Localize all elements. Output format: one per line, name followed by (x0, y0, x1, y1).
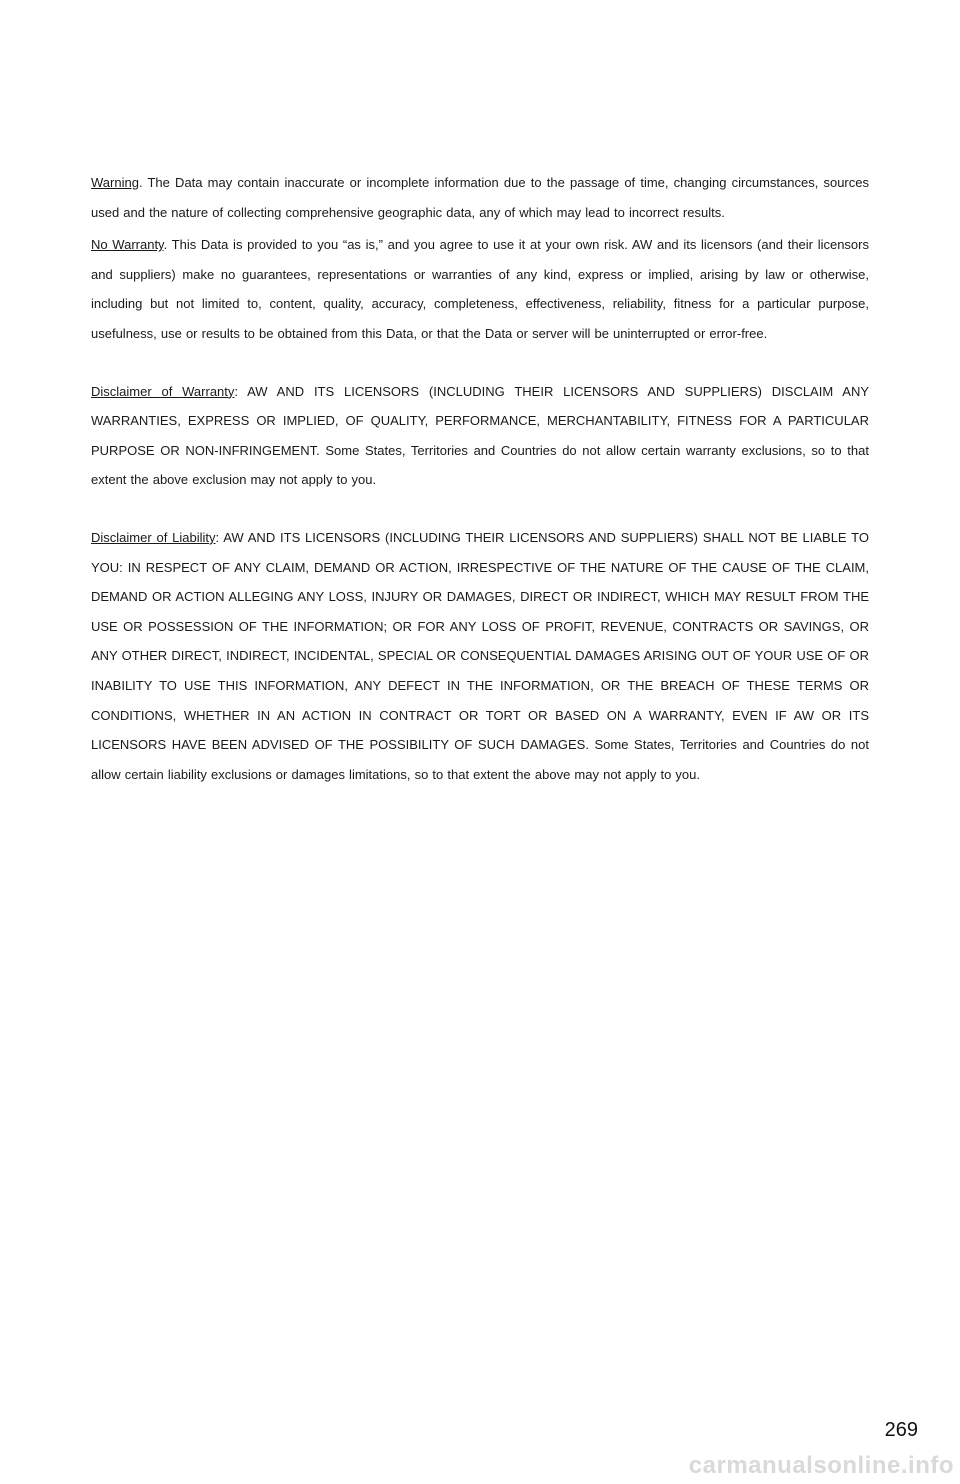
no-warranty-heading: No Warranty (91, 237, 164, 253)
disclaimer-liability-heading: Disclaimer of Liability (91, 529, 216, 545)
warning-text: . The Data may contain inaccurate or incomplete information due to the passage of time, changing circumstances, sources used and the nature of collecting comprehensive geographic data, any of which may lead to incorrect results. (91, 175, 869, 220)
page-number: 269 (884, 1419, 918, 1441)
no-warranty-paragraph (91, 230, 869, 348)
warning-paragraph (91, 168, 869, 227)
disclaimer-warranty-text: : AW AND ITS LICENSORS (INCLUDING THEIR LICENSORS AND SUPPLIERS) DISCLAIM ANY WARRANTIES, EXPRESS OR IMPLIED, OF QUALITY, PERFORMANCE, MERCHANTABILITY, FITNESS FOR A PARTICULAR PURPOSE OR NON-INFRINGEMENT. Some States, Territories and Countries do not allow certain warranty exclusions, so to that extent the above exclusion may not apply to you. (91, 383, 869, 488)
disclaimer-liability-paragraph (91, 523, 869, 789)
disclaimer-warranty-heading: Disclaimer of Warranty (91, 383, 235, 399)
disclaimer-liability-text: : AW AND ITS LICENSORS (INCLUDING THEIR LICENSORS AND SUPPLIERS) SHALL NOT BE LIABLE TO YOU: IN RESPECT OF ANY CLAIM, DEMAND OR ACTION, IRRESPECTIVE OF THE NATURE OF THE CAUSE OF THE CLAIM, DEMAND OR ACTION ALLEGING ANY LOSS, INJURY OR DAMAGES, DIRECT OR INDIRECT, WHICH MAY RESULT FROM THE USE OR POSSESSION OF THE INFORMATION; OR FOR ANY LOSS OF PROFIT, REVENUE, CONTRACTS OR SAVINGS, OR ANY OTHER DIRECT, INDIRECT, INCIDENTAL, SPECIAL OR CONSEQUENTIAL DAMAGES ARISING OUT OF YOUR USE OF OR INABILITY TO USE THIS INFORMATION, ANY DEFECT IN THE INFORMATION, OR THE BREACH OF THESE TERMS OR CONDITIONS, WHETHER IN AN ACTION IN CONTRACT OR TORT OR BASED ON A WARRANTY, EVEN IF AW OR ITS LICENSORS HAVE BEEN ADVISED OF THE POSSIBILITY OF SUCH DAMAGES. Some States, Territories and Countries do not allow certain liability exclusions or damages limitations, so to that extent the above may not apply to you. (91, 529, 869, 782)
watermark: carmanualsonline.info (688, 1452, 954, 1479)
paragraph-gap (91, 349, 869, 377)
disclaimer-warranty-paragraph (91, 377, 869, 495)
paragraph-gap (91, 495, 869, 523)
warning-heading: Warning (91, 175, 139, 190)
document-body (91, 168, 869, 789)
no-warranty-text: . This Data is provided to you “as is,” and you agree to use it at your own risk. AW and its licensors (and their licensors and suppliers) make no guarantees, representations or warranties of any kind, express or implied, arising by law or otherwise, including but not limited to, content, quality, accuracy, completeness, effectiveness, reliability, fitness for a particular purpose, usefulness, use or results to be obtained from this Data, or that the Data or server will be uninterrupted or error-free. (91, 237, 869, 341)
